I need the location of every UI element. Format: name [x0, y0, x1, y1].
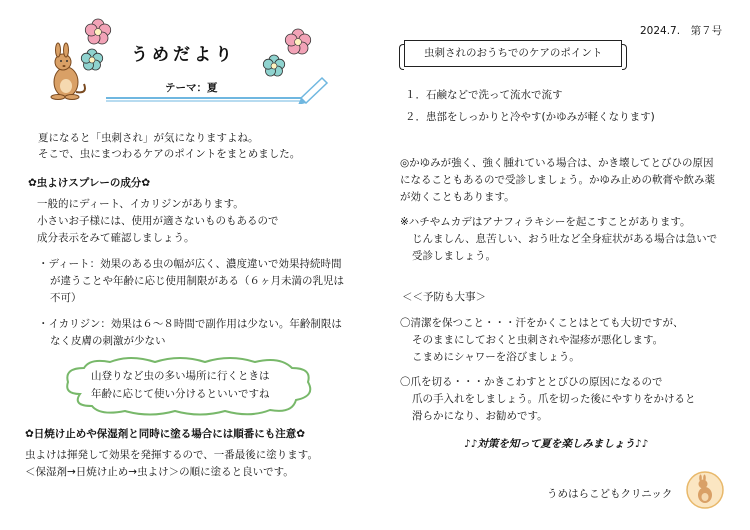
- intro-line-2: そこで、虫にまつわるケアのポイントをまとめました。: [38, 148, 301, 160]
- deet-line-2: が違うことや年齢に応じ使用制限がある（６ヶ月未満の乳児は: [50, 275, 344, 287]
- spray-desc-2: 小さいお子様には、使用が適さないものもあるので: [37, 215, 279, 227]
- care-item-1: １．石鹸などで洗って流水で流す: [405, 89, 563, 101]
- warning2-line-1: ※ハチやムカデはアナフィラキシーを起こすことがあります。: [400, 216, 691, 228]
- spray-desc-1: 一般的にディート、イカリジンがあります。: [37, 198, 244, 210]
- prevent2-line-1: 〇爪を切る・・・かきこわすととびひの原因になるので: [400, 376, 663, 388]
- clinic-name: うめはらこどもクリニック: [547, 488, 673, 500]
- cloud-line-2: 年齢に応じて使い分けるといいですね: [91, 388, 270, 400]
- cloud-line-1: 山登りなど虫の多い場所に行くときは: [91, 370, 270, 382]
- warning2-line-3: 受診しましょう。: [412, 250, 496, 262]
- intro-line-1: 夏になると「虫刺され」が気になりますよね。: [38, 132, 259, 144]
- prevent2-line-3: 滑らかになり、お勧めです。: [412, 410, 548, 422]
- icaridin-line-1: ・イカリジン：効果は６～８時間で副作用は少ない。年齢制限は: [38, 318, 342, 330]
- clinic-logo-icon: [686, 471, 724, 509]
- warning1-line-2: になることもあるので受診しましょう。かゆみ止めの軟膏や飲み薬: [400, 174, 715, 186]
- deet-line-3: 不可）: [50, 292, 82, 304]
- order-heading: ✿日焼け止めや保湿剤と同時に塗る場合には順番にも注意✿: [25, 428, 306, 440]
- kangaroo-icon: [51, 43, 85, 100]
- order-line-2: ＜保湿剤→日焼け止め→虫よけ＞の順に塗ると良いです。: [25, 466, 294, 478]
- closing-message: ♪♪対策を知って夏を楽しみましょう♪♪: [464, 438, 649, 450]
- warning1-line-3: が効くこともあります。: [400, 191, 515, 203]
- order-line-1: 虫よけは揮発して効果を発揮するので、一番最後に塗ります。: [25, 449, 318, 461]
- theme-label: テーマ：夏: [165, 82, 218, 94]
- prevent1-line-1: 〇清潔を保つこと・・・汗をかくことはとても大切ですが、: [400, 317, 684, 329]
- spray-desc-3: 成分表示をみて確認しましょう。: [37, 232, 195, 244]
- prevent1-line-2: そのままにしておくと虫刺されや湿疹が悪化します。: [412, 334, 664, 346]
- prevent2-line-2: 爪の手入れをしましょう。爪を切った後にやすりをかけると: [412, 393, 696, 405]
- spray-heading: ✿虫よけスプレーの成分✿: [28, 177, 151, 189]
- prevention-heading: ＜＜予防も大事＞: [402, 291, 486, 303]
- care-item-2: ２．患部をしっかりと冷やす(かゆみが軽くなります): [405, 111, 655, 123]
- warning2-line-2: じんましん、息苦しい、おう吐など全身症状がある場合は急いで: [412, 233, 718, 245]
- care-heading: 虫刺されのおうちでのケアのポイント: [424, 47, 603, 59]
- icaridin-line-2: なく皮膚の刺激が少ない: [50, 335, 166, 347]
- warning1-line-1: ◎かゆみが強く、強く腫れている場合は、かき壊してとびひの原因: [400, 157, 714, 169]
- prevent1-line-3: こまめにシャワーを浴びましょう。: [412, 351, 580, 363]
- deet-line-1: ・ディート：効果のある虫の幅が広く、濃度違いで効果持続時間: [38, 258, 342, 270]
- page-title: うめだより: [131, 45, 236, 65]
- date-issue: 2024.7. 第７号: [640, 25, 723, 37]
